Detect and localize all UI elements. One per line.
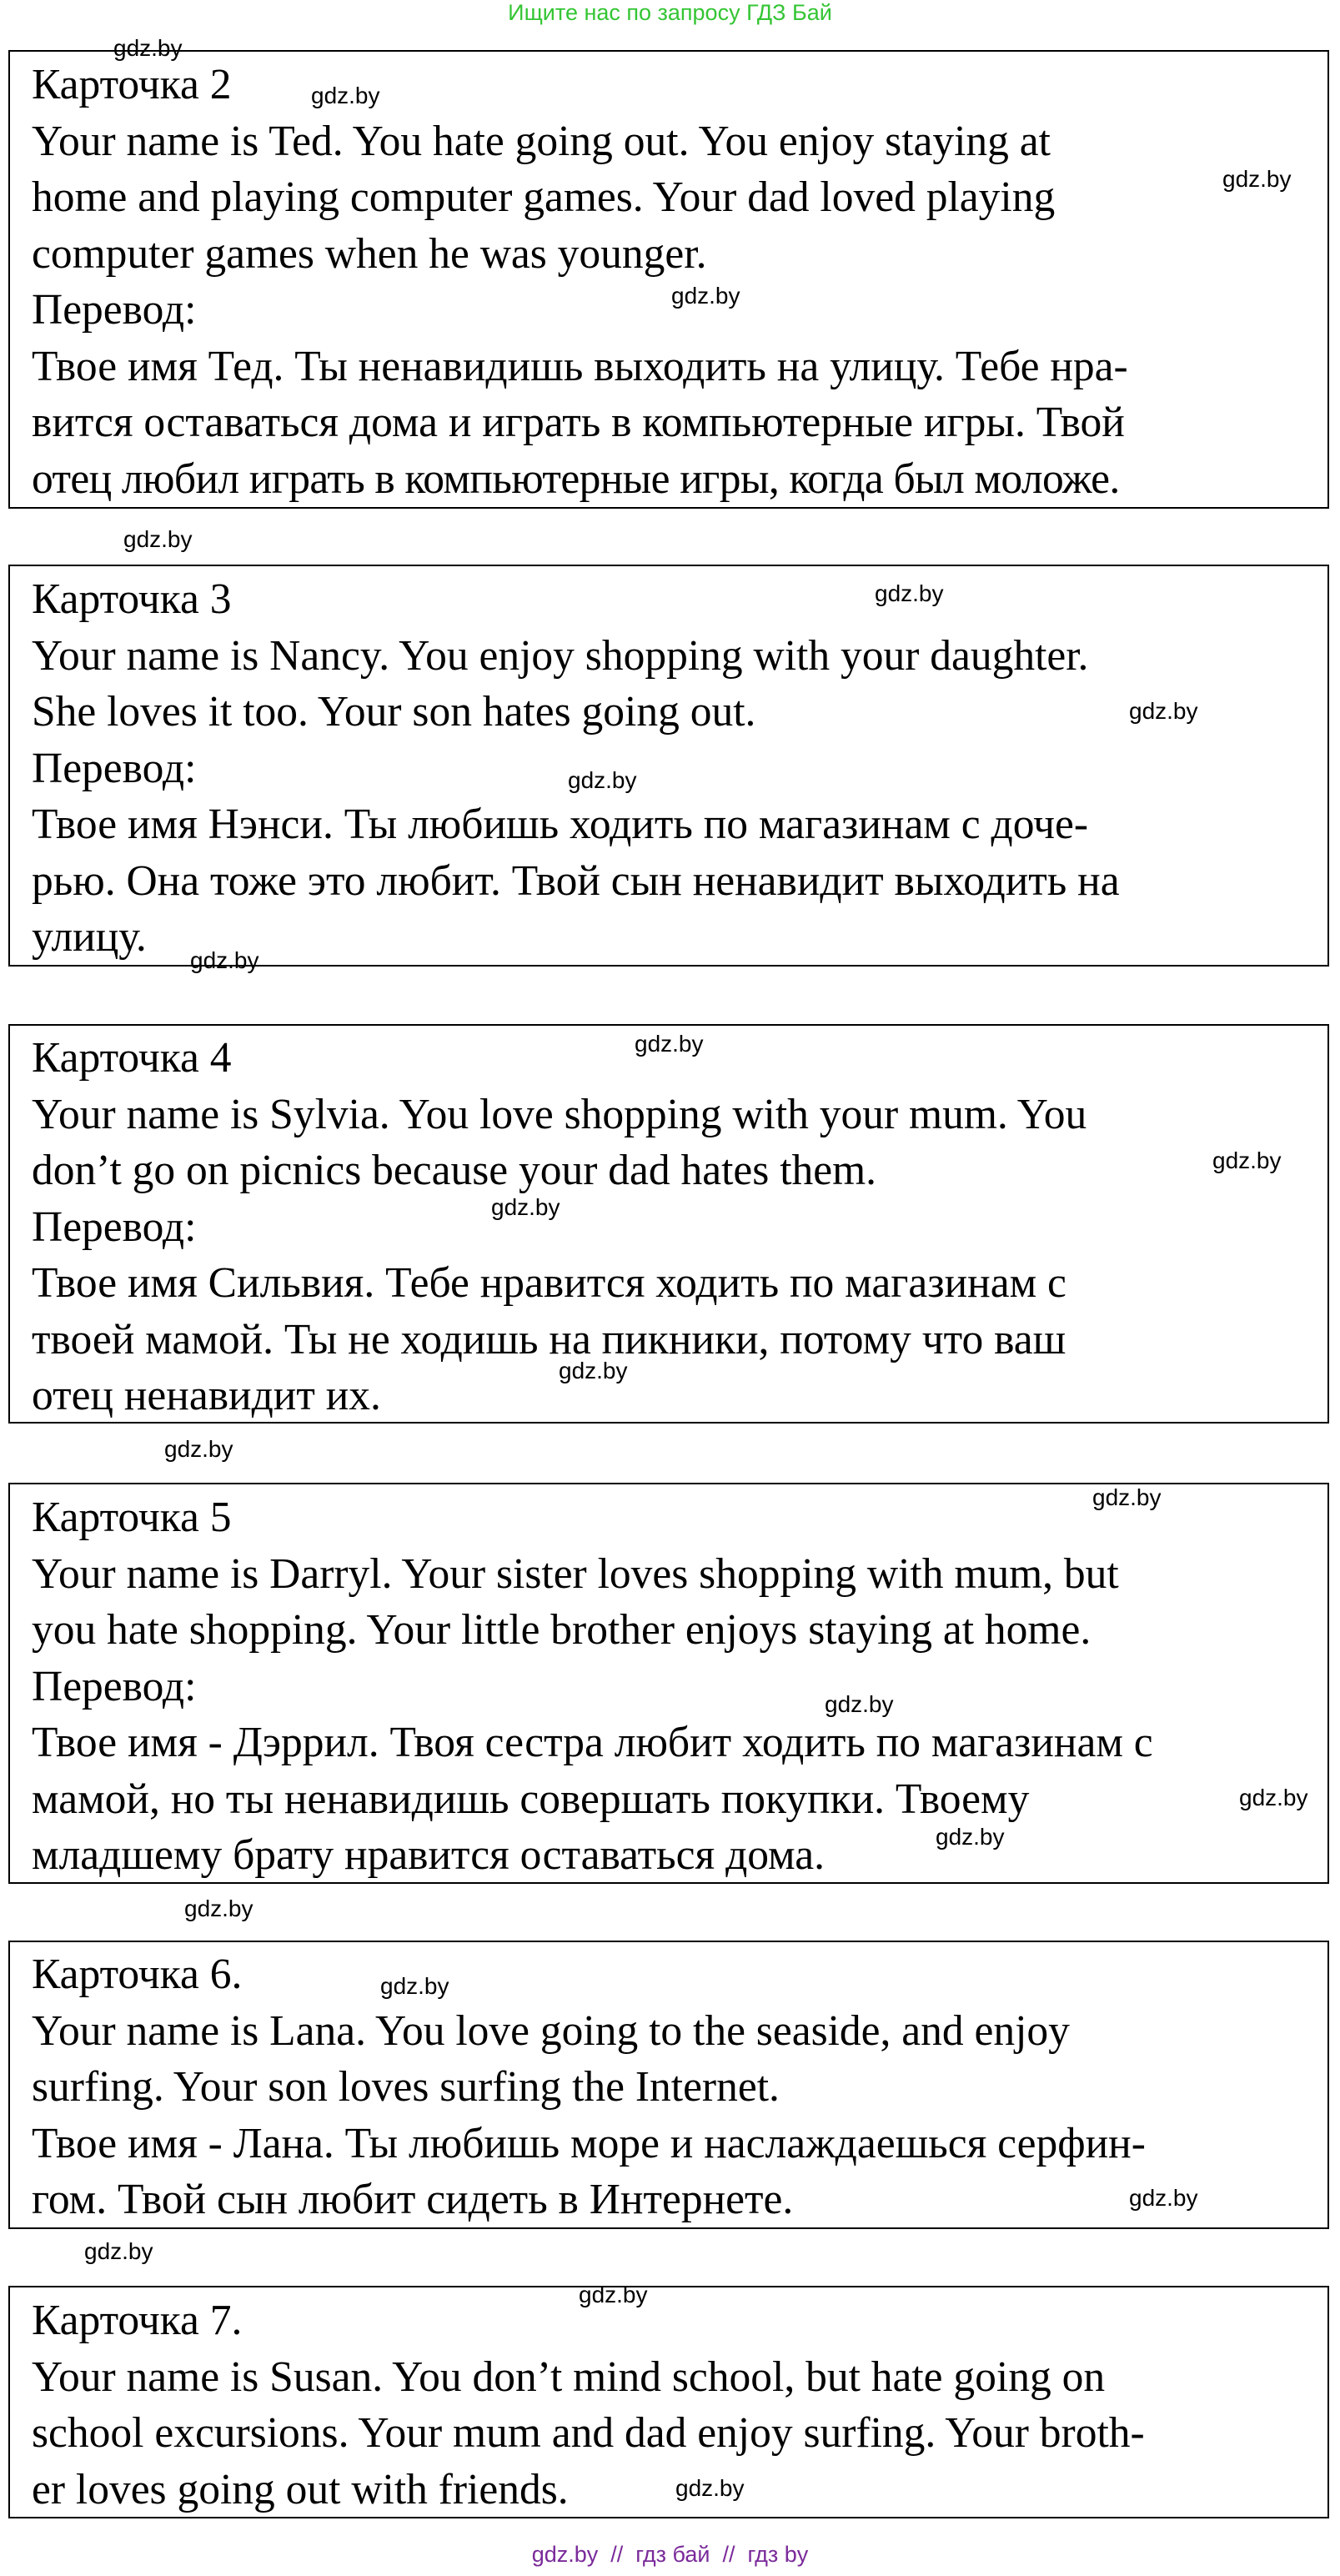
card-7 (8, 2286, 1329, 2518)
card-line: Твое имя Нэнси. Ты любишь ходить по магазинам с доче- (32, 801, 1089, 848)
watermark: gdz.by (113, 35, 183, 61)
watermark: gdz.by (491, 1194, 560, 1220)
card-line: Your name is Ted. You hate going out. You enjoy staying at (32, 117, 1051, 165)
watermark: gdz.by (123, 526, 193, 552)
footer-links[interactable] (0, 2541, 1340, 2568)
watermark: gdz.by (675, 2475, 745, 2501)
watermark: gdz.by (1239, 1785, 1308, 1810)
card-line: you hate shopping. Your little brother enjoys staying at home. (32, 1606, 1092, 1654)
translation-label: Перевод: (32, 1662, 197, 1710)
watermark: gdz.by (1222, 166, 1292, 192)
watermark: gdz.by (84, 2238, 153, 2264)
card-line: Твое имя - Дэррил. Твоя сестра любит ходить по магазинам с (32, 1719, 1153, 1766)
card-line: мамой, но ты ненавидишь совершать покупки. Твоему (32, 1775, 1030, 1823)
card-line: surfing. Your son loves surfing the Internet. (32, 2063, 780, 2111)
card-line: Your name is Lana. You love going to the seaside, and enjoy (32, 2006, 1070, 2055)
card-line: гом. Твой сын любит сидеть в Интернете. (32, 2176, 794, 2223)
card-line: don’t go on picnics because your dad hates them. (32, 1147, 877, 1194)
watermark: gdz.by (1212, 1147, 1282, 1173)
card-title: Карточка 2 (32, 61, 232, 108)
card-line: рью. Она тоже это любит. Твой сын ненавидит выходить на (32, 856, 1120, 905)
watermark: gdz.by (311, 83, 380, 108)
card-line: Твое имя - Лана. Ты любишь море и наслаждаешься серфин- (32, 2119, 1146, 2167)
card-line: computer games when he was younger. (32, 229, 707, 278)
watermark: gdz.by (164, 1436, 233, 1462)
card-line: отец ненавидит их. (32, 1372, 381, 1419)
card-line: улицу. (32, 913, 147, 961)
watermark: gdz.by (568, 767, 637, 793)
card-line: младшему брату нравится оставаться дома. (32, 1831, 826, 1879)
watermark: gdz.by (635, 1031, 704, 1057)
card-title: Карточка 5 (32, 1494, 232, 1541)
card-line: Your name is Darryl. Your sister loves shopping with mum, but (32, 1549, 1119, 1598)
watermark: gdz.by (1129, 2185, 1198, 2211)
card-2 (8, 50, 1329, 509)
watermark: gdz.by (875, 580, 944, 606)
watermark: gdz.by (671, 283, 740, 309)
watermark: gdz.by (559, 1358, 628, 1383)
watermark: gdz.by (380, 1973, 449, 1999)
translation-label: Перевод: (32, 1203, 197, 1251)
card-line: твоей мамой. Ты не ходишь на пикники, потому что ваш (32, 1315, 1066, 1363)
translation-label: Перевод: (32, 286, 197, 334)
watermark: gdz.by (936, 1824, 1005, 1850)
watermark: gdz.by (579, 2282, 648, 2307)
search-banner[interactable]: Ищите нас по запросу ГДЗ Бай (508, 0, 832, 25)
watermark: gdz.by (1092, 1484, 1162, 1510)
card-title: Карточка 7. (32, 2297, 243, 2344)
card-3 (8, 565, 1329, 967)
card-line: отец любил играть в компьютерные игры, когда был моложе. (32, 454, 1120, 503)
footer-text[interactable]: gdz.by // гдз бай // гдз by (531, 2542, 809, 2567)
card-line: Your name is Nancy. You enjoy shopping with your daughter. (32, 631, 1089, 680)
card-title: Карточка 4 (32, 1034, 232, 1082)
card-line: home and playing computer games. Your dad loved playing (32, 173, 1056, 221)
card-line: Your name is Sylvia. You love shopping with your mum. You (32, 1090, 1087, 1138)
card-4 (8, 1024, 1329, 1424)
watermark: gdz.by (1129, 698, 1198, 724)
card-title: Карточка 6. (32, 1951, 243, 1998)
card-line: er loves going out with friends. (32, 2465, 569, 2513)
translation-label: Перевод: (32, 744, 197, 792)
card-line: She loves it too. Your son hates going out. (32, 688, 756, 736)
card-line: school excursions. Your mum and dad enjoy surfing. Your broth- (32, 2409, 1145, 2457)
card-line: вится оставаться дома и играть в компьютерные игры. Твой (32, 399, 1125, 446)
card-line: Твое имя Сильвия. Тебе нравится ходить по магазинам с (32, 1259, 1066, 1307)
watermark: gdz.by (184, 1896, 253, 1921)
card-5 (8, 1483, 1329, 1884)
card-line: Твое имя Тед. Ты ненавидишь выходить на улицу. Тебе нра- (32, 342, 1128, 390)
card-title: Карточка 3 (32, 575, 232, 623)
card-line: Your name is Susan. You don’t mind school, but hate going on (32, 2353, 1106, 2401)
watermark: gdz.by (190, 947, 259, 973)
watermark: gdz.by (825, 1691, 894, 1717)
